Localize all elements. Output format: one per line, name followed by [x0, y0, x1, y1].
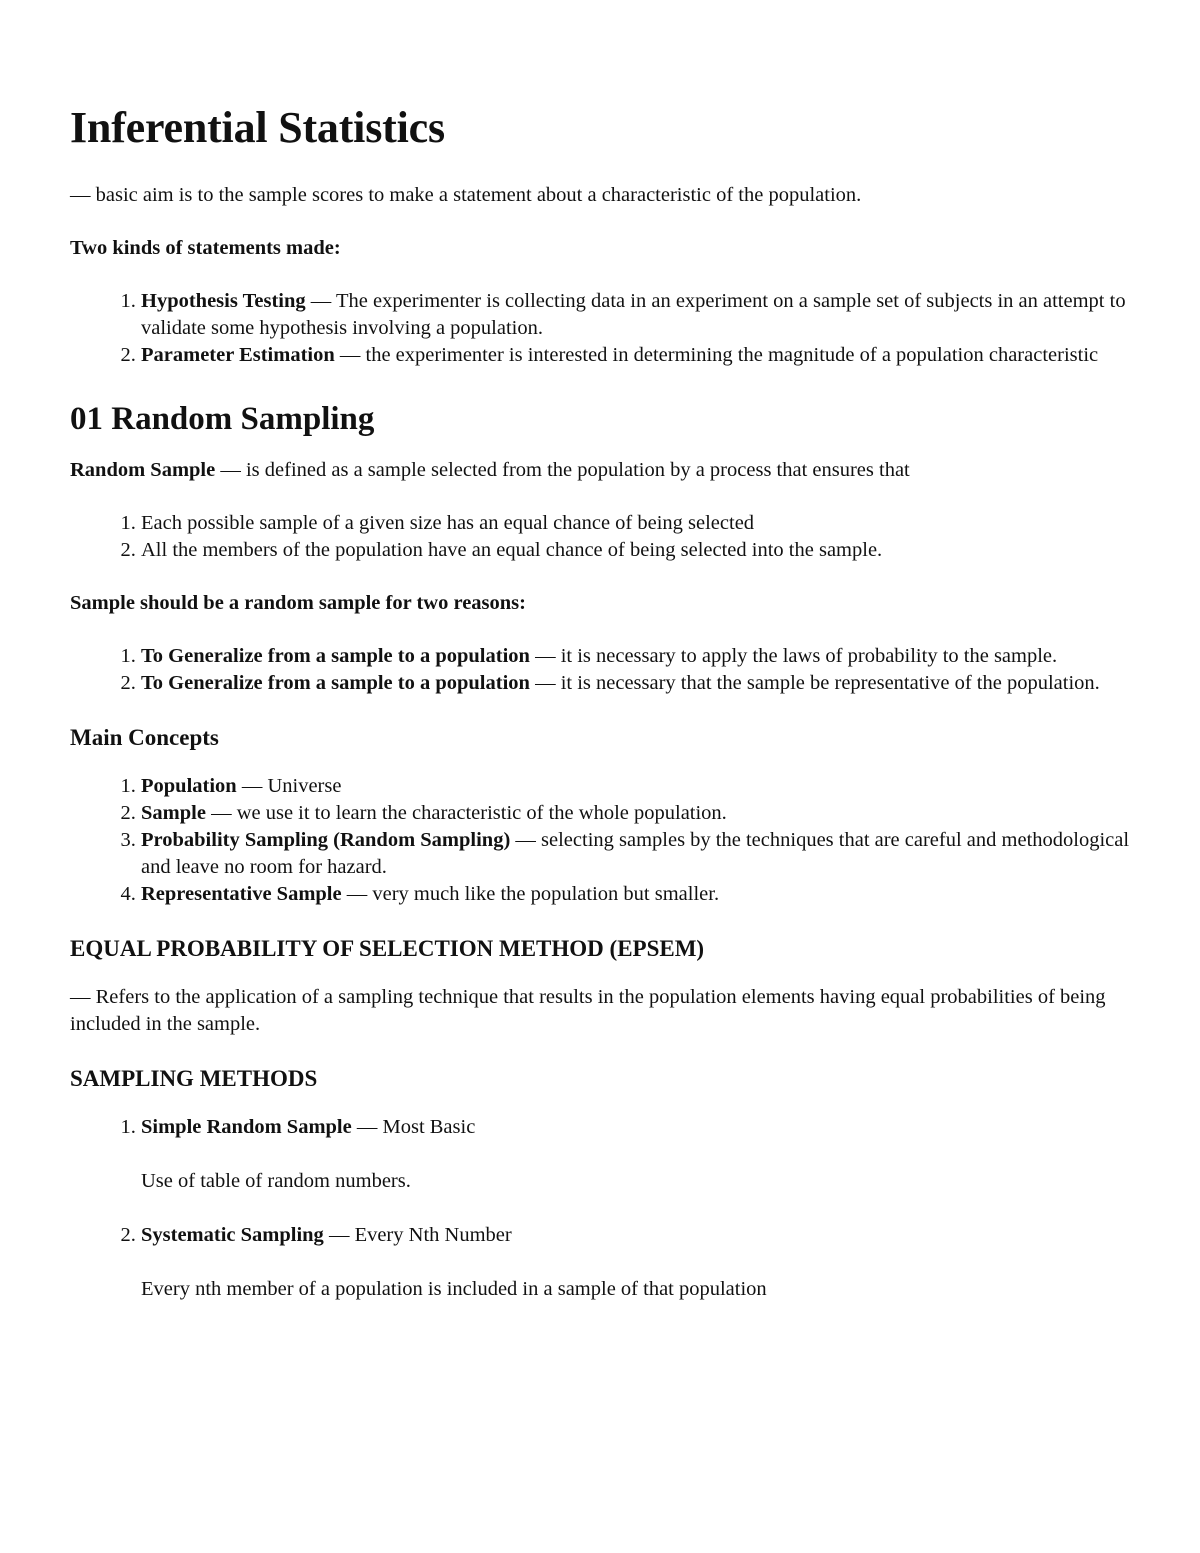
methods-list — [70, 1114, 1130, 1303]
list-item: 1. Each possible sample of a given size has an equal chance of being selected — [141, 510, 1130, 537]
concept-term: Population — [141, 775, 237, 797]
concept-desc: — we use it to learn the characteristic of the whole population. — [205, 802, 727, 824]
list-item — [141, 827, 1130, 881]
list-item — [141, 643, 1130, 670]
kind-term: Hypothesis Testing — [141, 290, 306, 312]
concept-term: Representative Sample — [141, 883, 342, 905]
reason-desc: — it is necessary that the sample be representative of the population. — [529, 672, 1100, 694]
reason-term: To Generalize from a sample to a population — [141, 672, 530, 694]
list-item — [141, 800, 1130, 827]
concept-desc: — Universe — [236, 775, 342, 797]
concept-desc: — selecting samples by the techniques that are careful and methodological and leave no room for hazard. — [141, 829, 1130, 878]
method-term: Systematic Sampling — [141, 1224, 324, 1246]
list-item — [141, 1114, 1130, 1195]
section-heading-random-sampling: 01 Random Sampling — [70, 401, 375, 437]
kind-term: Parameter Estimation — [141, 344, 335, 366]
kind-desc: — the experimenter is interested in determining the magnitude of a population characteristic — [334, 344, 1099, 366]
kinds-heading: Two kinds of statements made: — [70, 237, 341, 259]
concept-term: Sample — [141, 802, 206, 824]
list-item — [141, 773, 1130, 800]
list-item — [141, 670, 1130, 697]
random-sample-term: Random Sample — [70, 459, 216, 481]
reasons-heading: Sample should be a random sample for two reasons: — [70, 592, 526, 614]
kinds-list — [70, 288, 1130, 369]
reason-desc: — it is necessary to apply the laws of probability to the sample. — [529, 645, 1058, 667]
method-desc: — Most Basic — [351, 1116, 476, 1138]
reason-term: To Generalize from a sample to a population — [141, 645, 530, 667]
kind-desc: — The experimenter is collecting data in an experiment on a sample set of subjects in an attempt to validate some hypothesis involving a population. — [141, 290, 1126, 339]
concept-term: Probability Sampling (Random Sampling) — [141, 829, 511, 851]
epsem-description: — Refers to the application of a sampling technique that results in the population elements having equal probabilities of being included in the sample. — [70, 986, 1106, 1035]
reasons-list — [70, 643, 1130, 697]
concepts-heading: Main Concepts — [70, 725, 219, 750]
epsem-heading: EQUAL PROBABILITY OF SELECTION METHOD (EPSEM) — [70, 936, 705, 961]
method-detail: Use of table of random numbers. — [141, 1170, 411, 1192]
list-item — [141, 1222, 1130, 1303]
list-item — [141, 342, 1130, 369]
list-item — [141, 881, 1130, 908]
criteria-list — [70, 510, 1130, 564]
random-sample-desc: — is defined as a sample selected from the population by a process that ensures that — [215, 459, 910, 481]
concept-desc: — very much like the population but smaller. — [341, 883, 720, 905]
random-sample-definition — [70, 457, 1130, 484]
method-detail: Every nth member of a population is included in a sample of that population — [141, 1278, 767, 1300]
page-title: Inferential Statistics — [70, 103, 445, 152]
list-item — [141, 288, 1130, 342]
list-item: 2. All the members of the population have an equal chance of being selected into the sample. — [141, 537, 1130, 564]
methods-heading: SAMPLING METHODS — [70, 1066, 318, 1091]
intro-paragraph: — basic aim is to the sample scores to make a statement about a characteristic of the population. — [70, 184, 862, 206]
method-term: Simple Random Sample — [141, 1116, 352, 1138]
concepts-list — [70, 773, 1130, 908]
method-desc: — Every Nth Number — [323, 1224, 512, 1246]
